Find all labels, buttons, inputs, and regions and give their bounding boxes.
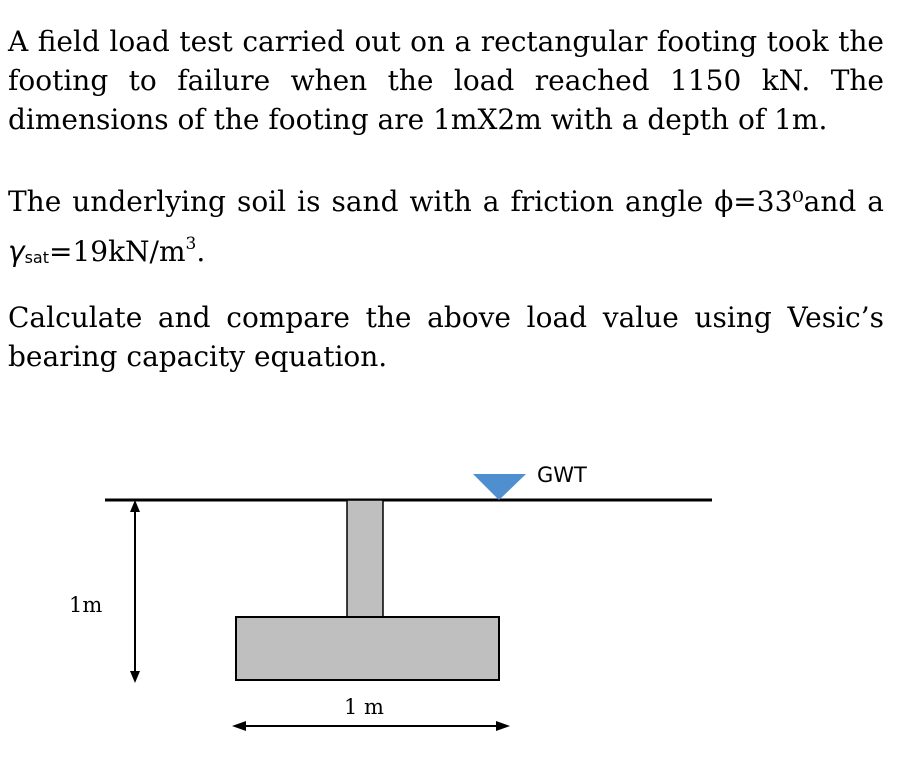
depth-arrow-top-icon [130, 500, 140, 512]
gamma-end: . [196, 235, 206, 268]
width-arrow-right-icon [496, 721, 510, 731]
gwt-marker-icon [473, 474, 526, 500]
depth-arrow-bottom-icon [130, 671, 140, 683]
gamma-value: =19kN/m [49, 235, 186, 268]
gamma-subscript: sat [24, 248, 49, 267]
problem-paragraph1-line3: dimensions of the footing are 1mX2m with a depth of 1m. [8, 103, 828, 136]
gamma-exponent: 3 [185, 234, 197, 254]
width-arrow-left-icon [232, 721, 246, 731]
gamma-symbol: γ [8, 235, 25, 268]
width-label: 1 m [344, 695, 384, 719]
problem-paragraph2-line1: The underlying soil is sand with a friction angle ϕ=33⁰and a [8, 185, 884, 218]
problem-paragraph3-line2: bearing capacity equation. [8, 340, 388, 373]
gwt-label: GWT [537, 463, 587, 487]
footing-base [236, 617, 499, 680]
depth-label: 1m [69, 593, 103, 617]
footing-column [347, 500, 383, 618]
problem-paragraph1-line2: footing to failure when the load reached 1150 kN. The [8, 64, 884, 97]
problem-paragraph3-line1: Calculate and compare the above load value using Vesic’s [8, 301, 884, 334]
problem-paragraph1-line1: A field load test carried out on a rectangular footing took the [8, 25, 884, 58]
